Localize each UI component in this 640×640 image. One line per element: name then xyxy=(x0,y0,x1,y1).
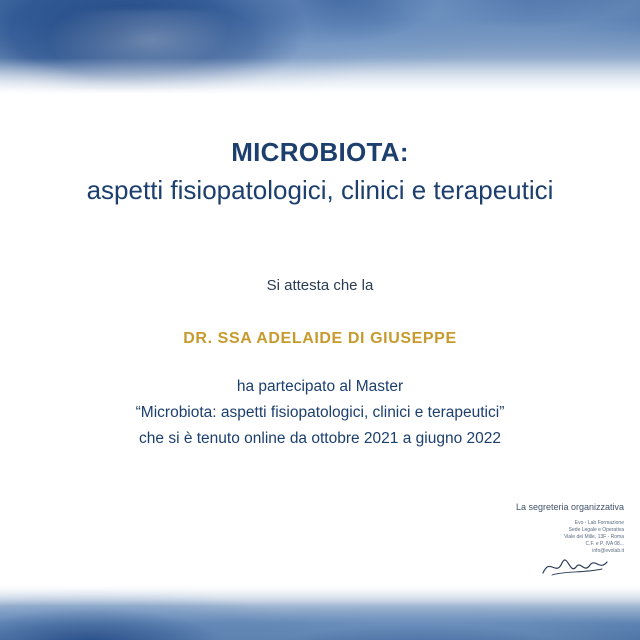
body-line-3: che si è tenuto online da ottobre 2021 a giugno 2022 xyxy=(139,430,501,447)
band-fade-top xyxy=(0,58,640,104)
title-line-1: MICROBIOTA: xyxy=(231,137,409,167)
address-line: Evo - Lab Formazione xyxy=(574,520,624,526)
body-line-1: ha partecipato al Master xyxy=(236,378,404,395)
top-decorative-band xyxy=(0,0,640,104)
bottom-decorative-band xyxy=(0,580,640,640)
address-line: Sede Legale e Operativa xyxy=(568,527,624,533)
signature-block xyxy=(324,502,624,581)
body-line-2: “Microbiota: aspetti fisiopatologici, clinici e terapeutici” xyxy=(135,404,505,421)
attestation-text: Si attesta che la xyxy=(266,277,374,294)
band-fade-bottom xyxy=(0,580,640,606)
title-line-2: aspetti fisiopatologici, clinici e terapeutici xyxy=(86,175,554,205)
certificate-body xyxy=(0,104,640,582)
address-line: C.F. e P. IVA 08... xyxy=(585,541,624,547)
address-line: Viale dei Mille, 13F - Roma xyxy=(564,534,624,540)
organizer-address xyxy=(324,520,624,555)
recipient-name: DR. SSA ADELAIDE DI GIUSEPPE xyxy=(183,330,457,347)
signature-icon xyxy=(324,557,624,581)
address-line: info@evolab.it xyxy=(592,548,624,554)
certificate-title xyxy=(0,134,640,210)
signature-caption: La segreteria organizzativa xyxy=(515,502,624,512)
